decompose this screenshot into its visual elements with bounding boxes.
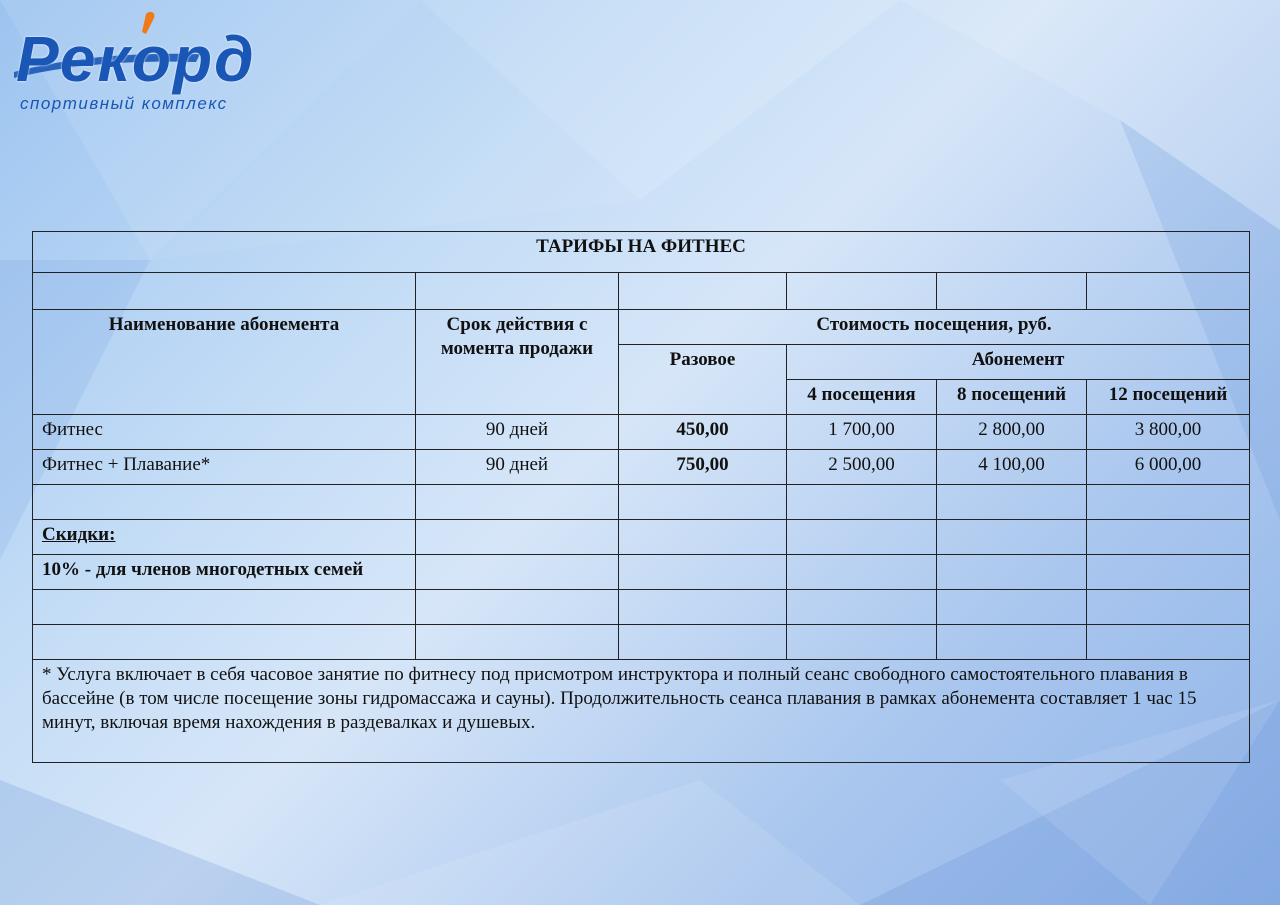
tariffs-table bbox=[32, 231, 1250, 763]
row-price-8: 2 800,00 bbox=[937, 415, 1087, 450]
table-row bbox=[33, 415, 1250, 450]
logo bbox=[0, 0, 330, 125]
header-row bbox=[33, 310, 1250, 345]
header-visits-4: 4 посещения bbox=[787, 380, 937, 415]
header-visits-8: 8 посещений bbox=[937, 380, 1087, 415]
row-name: Фитнес bbox=[33, 415, 416, 450]
row-validity: 90 дней bbox=[416, 415, 619, 450]
discount-item: 10% - для членов многодетных семей bbox=[33, 555, 416, 590]
footnote-row bbox=[33, 660, 1250, 763]
row-single-price: 750,00 bbox=[619, 450, 787, 485]
empty-row bbox=[33, 625, 1250, 660]
header-visits-12: 12 посещений bbox=[1087, 380, 1250, 415]
discounts-row bbox=[33, 520, 1250, 555]
discount-row bbox=[33, 555, 1250, 590]
header-validity: Срок действия с момента продажи bbox=[416, 310, 619, 415]
discounts-label: Скидки: bbox=[33, 520, 416, 555]
empty-row bbox=[33, 273, 1250, 310]
header-single: Разовое bbox=[619, 345, 787, 415]
title-row bbox=[33, 232, 1250, 273]
row-price-12: 6 000,00 bbox=[1087, 450, 1250, 485]
header-cost: Стоимость посещения, руб. bbox=[619, 310, 1250, 345]
footnote: * Услуга включает в себя часовое занятие по фитнесу под присмотром инструктора и полный сеанс свободного самостоятельного плавания в бассейне (в том числе посещение зоны гидромассажа и сауны). Продолжительность сеанса плавания в рамках абонемента составляет 1 час 15 минут, включая время нахождения в раздевалках и душевых. bbox=[33, 660, 1250, 763]
row-price-12: 3 800,00 bbox=[1087, 415, 1250, 450]
row-price-4: 2 500,00 bbox=[787, 450, 937, 485]
row-price-8: 4 100,00 bbox=[937, 450, 1087, 485]
header-subscription: Абонемент bbox=[787, 345, 1250, 380]
row-validity: 90 дней bbox=[416, 450, 619, 485]
row-single-price: 450,00 bbox=[619, 415, 787, 450]
header-name: Наименование абонемента bbox=[33, 310, 416, 415]
logo-wordmark: Рекорд bbox=[16, 23, 256, 95]
table-title: ТАРИФЫ НА ФИТНЕС bbox=[33, 232, 1250, 273]
empty-row bbox=[33, 485, 1250, 520]
logo-subtitle: спортивный комплекс bbox=[20, 94, 228, 113]
table-row bbox=[33, 450, 1250, 485]
row-name: Фитнес + Плавание* bbox=[33, 450, 416, 485]
row-price-4: 1 700,00 bbox=[787, 415, 937, 450]
empty-row bbox=[33, 590, 1250, 625]
